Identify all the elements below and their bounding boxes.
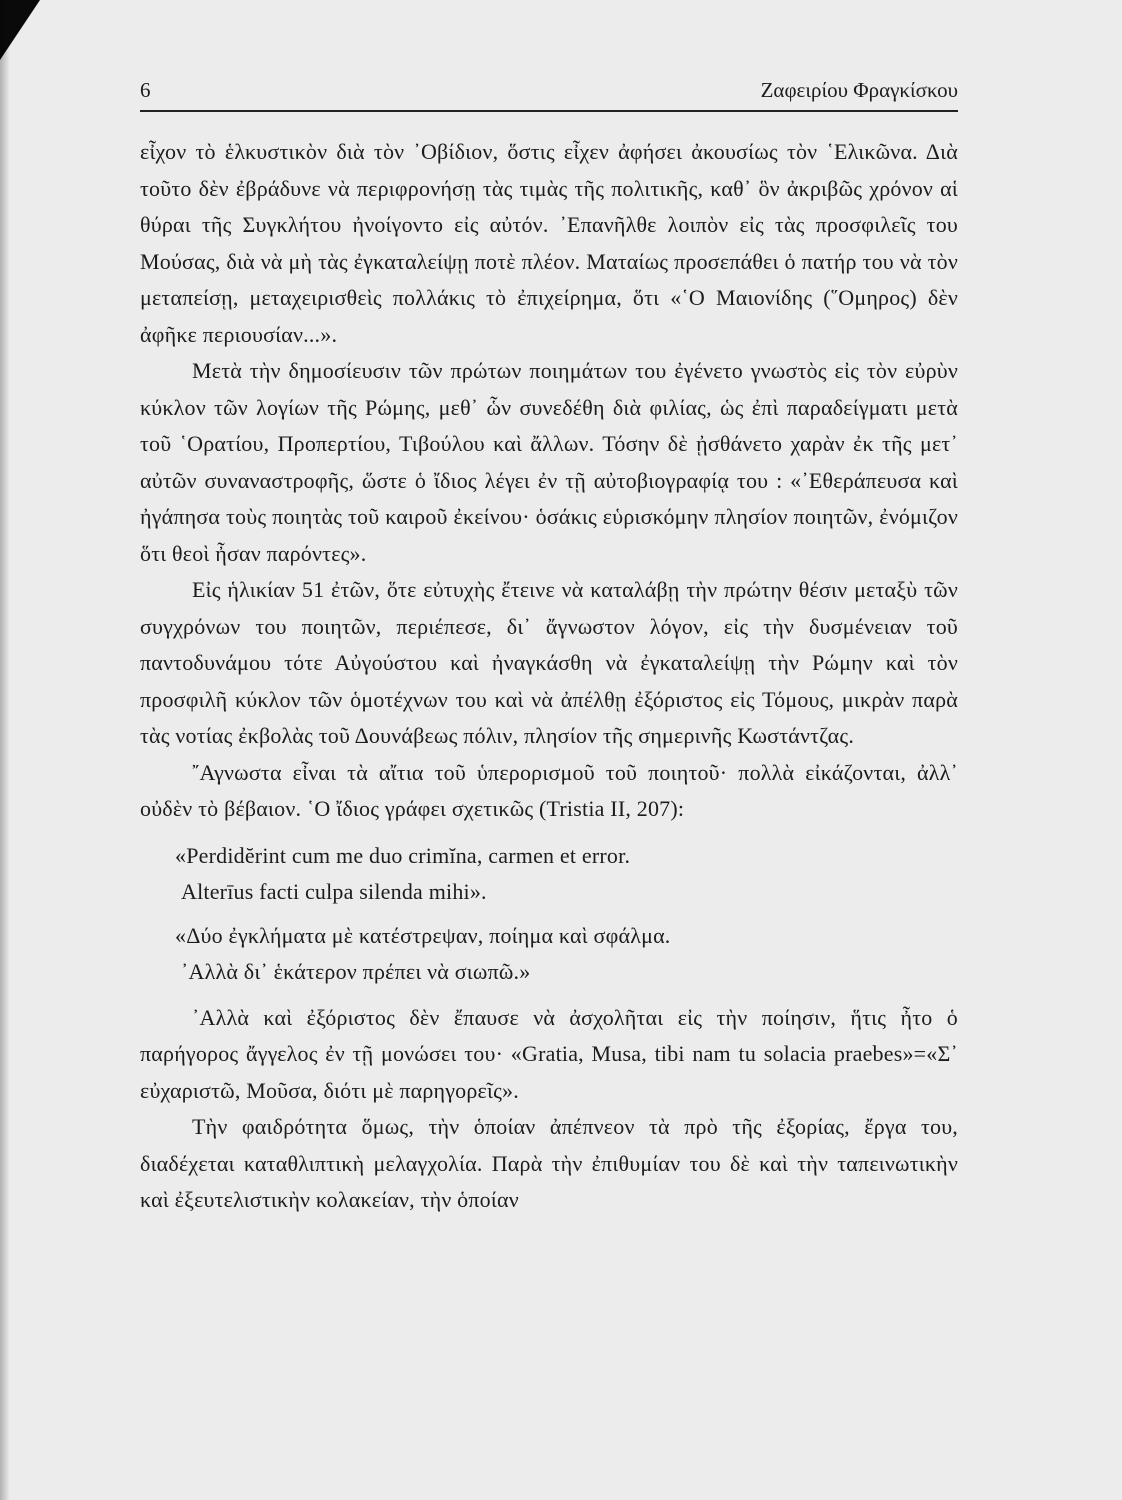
paragraph: ῎Αγνωστα εἶναι τὰ αἴτια τοῦ ὑπερορισμοῦ τοῦ ποιητοῦ· πολλὰ εἰκάζονται, ἀλλ᾿ οὐδὲν τὸ βέβαιον. ῾Ο ἴδιος γράφει σχετικῶς (Tristia II, 207): <box>140 759 958 821</box>
running-head <box>140 78 958 106</box>
paragraph: Τὴν φαιδρότητα ὅμως, τὴν ὁποίαν ἀπέπνεον τὰ πρὸ τῆς ἐξορίας, ἔργα του, διαδέχεται καταθλιπτικὴ μελαγχολία. Παρὰ τὴν ἐπιθυμίαν του δὲ καὶ τὴν ταπεινωτικὴν καὶ ἐξευτελιστικὴν κολακείαν, τὴν ὁποίαν <box>140 1114 958 1212</box>
verse-line: «Δύο ἐγκλήματα μὲ κατέστρεψαν, ποίημα καὶ σφάλμα. <box>175 922 671 948</box>
verse-line: «Perdidĕrint cum me duo crimĭna, carmen et error. <box>175 842 631 868</box>
book-page <box>140 78 958 1219</box>
scan-edge-shadow <box>0 0 10 1500</box>
paragraph: Εἰς ἡλικίαν 51 ἐτῶν, ὅτε εὐτυχὴς ἔτεινε νὰ καταλάβῃ τὴν πρώτην θέσιν μεταξὺ τῶν συγχρόνων του ποιητῶν, περιέπεσε, δι᾿ ἄγνωστον λόγον, εἰς τὴν δυσμένειαν τοῦ παντοδυνάμου τότε Αὐγούστου καὶ ἠναγκάσθη νὰ ἐγκαταλείψῃ τὴν Ρώμην καὶ τὸν προσφιλῆ κύκλον τῶν ὁμοτέχνων του καὶ νὰ ἀπέλθῃ ἐξόριστος εἰς Τόμους, μικρὰν παρὰ τὰς νοτίας ἐκβολὰς τοῦ Δουνάβεως πόλιν, πλησίον τῆς σημερινῆς Κωστάντζας. <box>140 577 958 748</box>
header-rule <box>140 110 958 112</box>
verse-line: ᾿Αλλὰ δι᾿ ἑκάτερον πρέπει νὰ σιωπῶ.» <box>181 958 531 984</box>
verse-latin <box>175 838 958 990</box>
paragraph: ᾿Αλλὰ καὶ ἐξόριστος δὲν ἔπαυσε νὰ ἀσχολῆται εἰς τὴν ποίησιν, ἥτις ἦτο ὁ παρήγορος ἄγγελος ἐν τῇ μονώσει του· «Gratia, Musa, tibi nam tu solacia praebes»=«Σ᾿ εὐχαριστῶ, Μοῦσα, διότι μὲ παρηγορεῖς». <box>140 1004 958 1103</box>
verse-line: Alterīus facti culpa silenda mihi». <box>181 878 487 904</box>
paragraph: εἶχον τὸ ἑλκυστικὸν διὰ τὸν ᾿Οβίδιον, ὅστις εἶχεν ἀφήσει ἀκουσίως τὸν ῾Ελικῶνα. Διὰ τοῦτο δὲν ἐβράδυνε νὰ περιφρονήσῃ τὰς τιμὰς τῆς πολιτικῆς, καθ᾿ ὃν ἀκριβῶς χρόνον αἱ θύραι τῆς Συγκλήτου ἠνοίγοντο εἰς αὐτόν. ᾿Επανῆλθε λοιπὸν εἰς τὰς προσφιλεῖς του Μούσας, διὰ νὰ μὴ τὰς ἐγκαταλείψῃ ποτὲ πλέον. Ματαίως προσεπάθει ὁ πατήρ του νὰ τὸν μεταπείσῃ, μεταχειρισθεὶς πολλάκις τὸ ἐπιχείρημα, ὅτι «῾Ο Μαιονίδης (῞Ομηρος) δὲν ἀφῆκε περιουσίαν...». <box>140 139 958 347</box>
page-number: 6 <box>140 78 151 102</box>
body-text <box>140 134 958 1219</box>
running-title: Ζαφειρίου Φραγκίσκου <box>760 78 958 102</box>
paragraph: Μετὰ τὴν δημοσίευσιν τῶν πρώτων ποιημάτων του ἐγένετο γνωστὸς εἰς τὸν εὐρὺν κύκλον τῶν λογίων τῆς Ρώμης, μεθ᾿ ὧν συνεδέθη διὰ φιλίας, ὡς ἐπὶ παραδείγματι μετὰ τοῦ ῾Ορατίου, Προπερτίου, Τιβούλου καὶ ἄλλων. Τόσην δὲ ᾐσθάνετο χαρὰν ἐκ τῆς μετ᾿ αὐτῶν συναναστροφῆς, ὥστε ὁ ἴδιος λέγει ἐν τῇ αὐτοβιογραφίᾳ του : «᾿Εθεράπευσα καὶ ἠγάπησα τοὺς ποιητὰς τοῦ καιροῦ ἐκείνου· ὁσάκις εὑρισκόμην πλησίον ποιητῶν, ἐνόμιζον ὅτι θεοὶ ἦσαν παρόντες». <box>140 358 958 566</box>
